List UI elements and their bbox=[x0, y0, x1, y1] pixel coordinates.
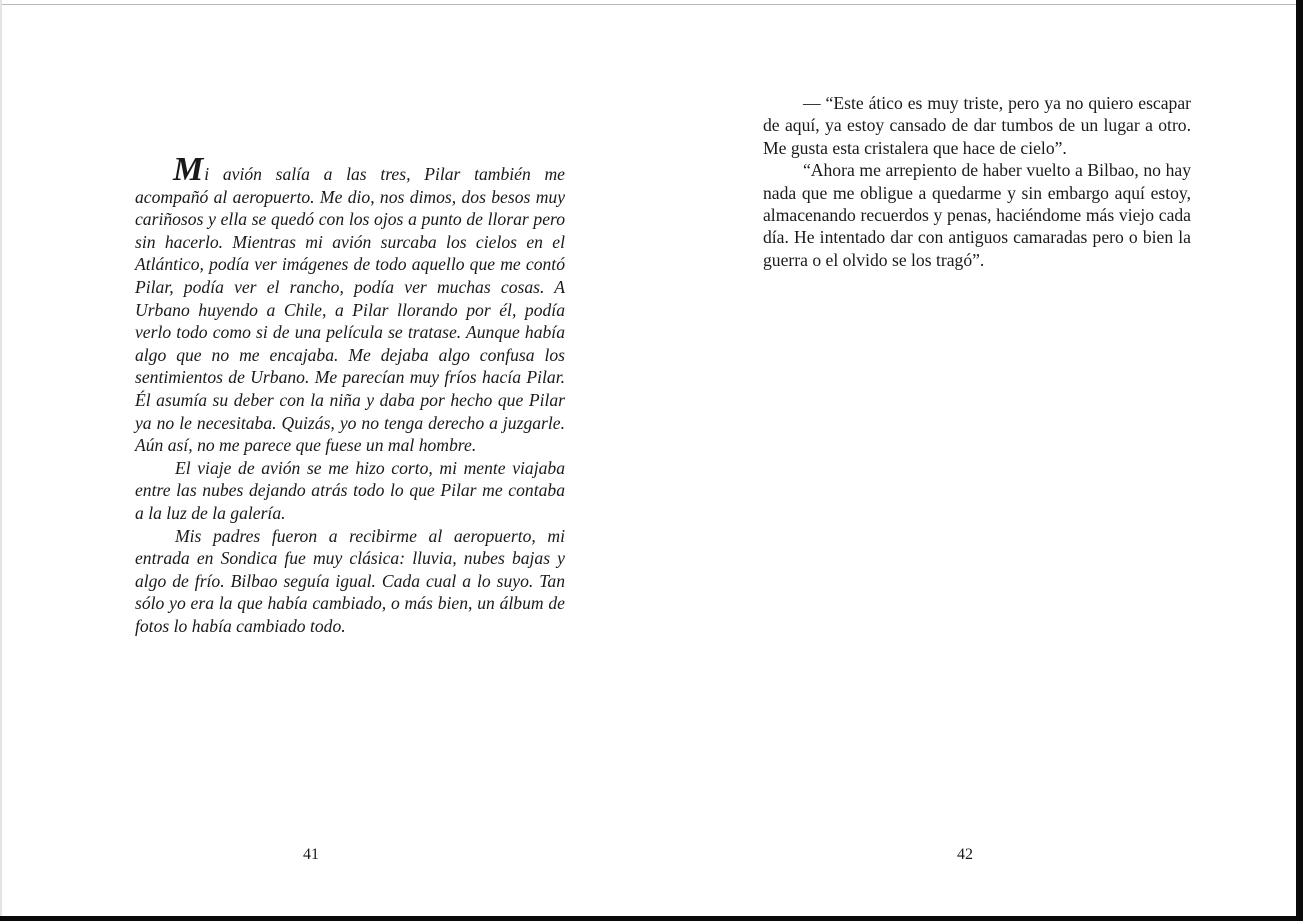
left-paragraph-1-body: i avión salía a las tres, Pilar también me acompañó al aeropuerto. Me dio, nos dimos, dos besos muy cariñosos y ella se quedó con los ojos a punto de llorar pero sin hacerlo. Mientras mi avión surcaba los cielos en el Atlántico, podía ver imágenes de todo aquello que me contó Pilar, podía ver el rancho, podía ver muchas cosas. A Urbano huyendo a Chile, a Pilar llorando por él, podía verlo todo como si de una película se tratase. Aunque había algo que no me encajaba. Me dejaba algo confusa los sentimientos de Urbano. Me parecían muy fríos hacía Pilar. Él asumía su deber con la niña y daba por hecho que Pilar ya no le necesitaba. Quizás, yo no tenga derecho a juzgarle. Aún así, no me parece que fuese un mal hombre. bbox=[135, 164, 565, 456]
page-number-left: 41 bbox=[303, 846, 319, 863]
right-page bbox=[650, 0, 1296, 916]
left-paragraph-3: Mis padres fueron a recibirme al aeropuerto, mi entrada en Sondica fue muy clásica: lluvia, nubes bajas y algo de frío. Bilbao seguía igual. Cada cual a lo suyo. Tan sólo yo era la que había cambiado, o más bien, un álbum de fotos lo había cambiado todo. bbox=[135, 525, 565, 636]
scan-bottom-edge bbox=[0, 916, 1303, 921]
right-paragraph-1: — “Este ático es muy triste, pero ya no quiero escapar de aquí, ya estoy cansado de dar tumbos de un lugar a otro. Me gusta esta cristalera que hace de cielo”. bbox=[763, 93, 1191, 158]
page-number-right: 42 bbox=[957, 846, 973, 863]
left-paragraph-1 bbox=[135, 151, 565, 457]
left-paragraph-2: El viaje de avión se me hizo corto, mi mente viajaba entre las nubes dejando atrás todo lo que Pilar me contaba a la luz de la galería. bbox=[135, 457, 565, 523]
right-paragraph-2: “Ahora me arrepiento de haber vuelto a Bilbao, no hay nada que me obligue a quedarme y sin embargo aquí estoy, almacenando recuerdos y penas, haciéndome más viejo cada día. He intentado dar con antiguos camaradas pero o bien la guerra o el olvido se los tragó”. bbox=[763, 160, 1191, 270]
right-page-text bbox=[763, 92, 1191, 271]
scan-right-edge bbox=[1296, 0, 1303, 921]
left-page bbox=[0, 0, 650, 916]
drop-cap: M bbox=[173, 151, 205, 188]
left-page-text bbox=[135, 151, 565, 637]
